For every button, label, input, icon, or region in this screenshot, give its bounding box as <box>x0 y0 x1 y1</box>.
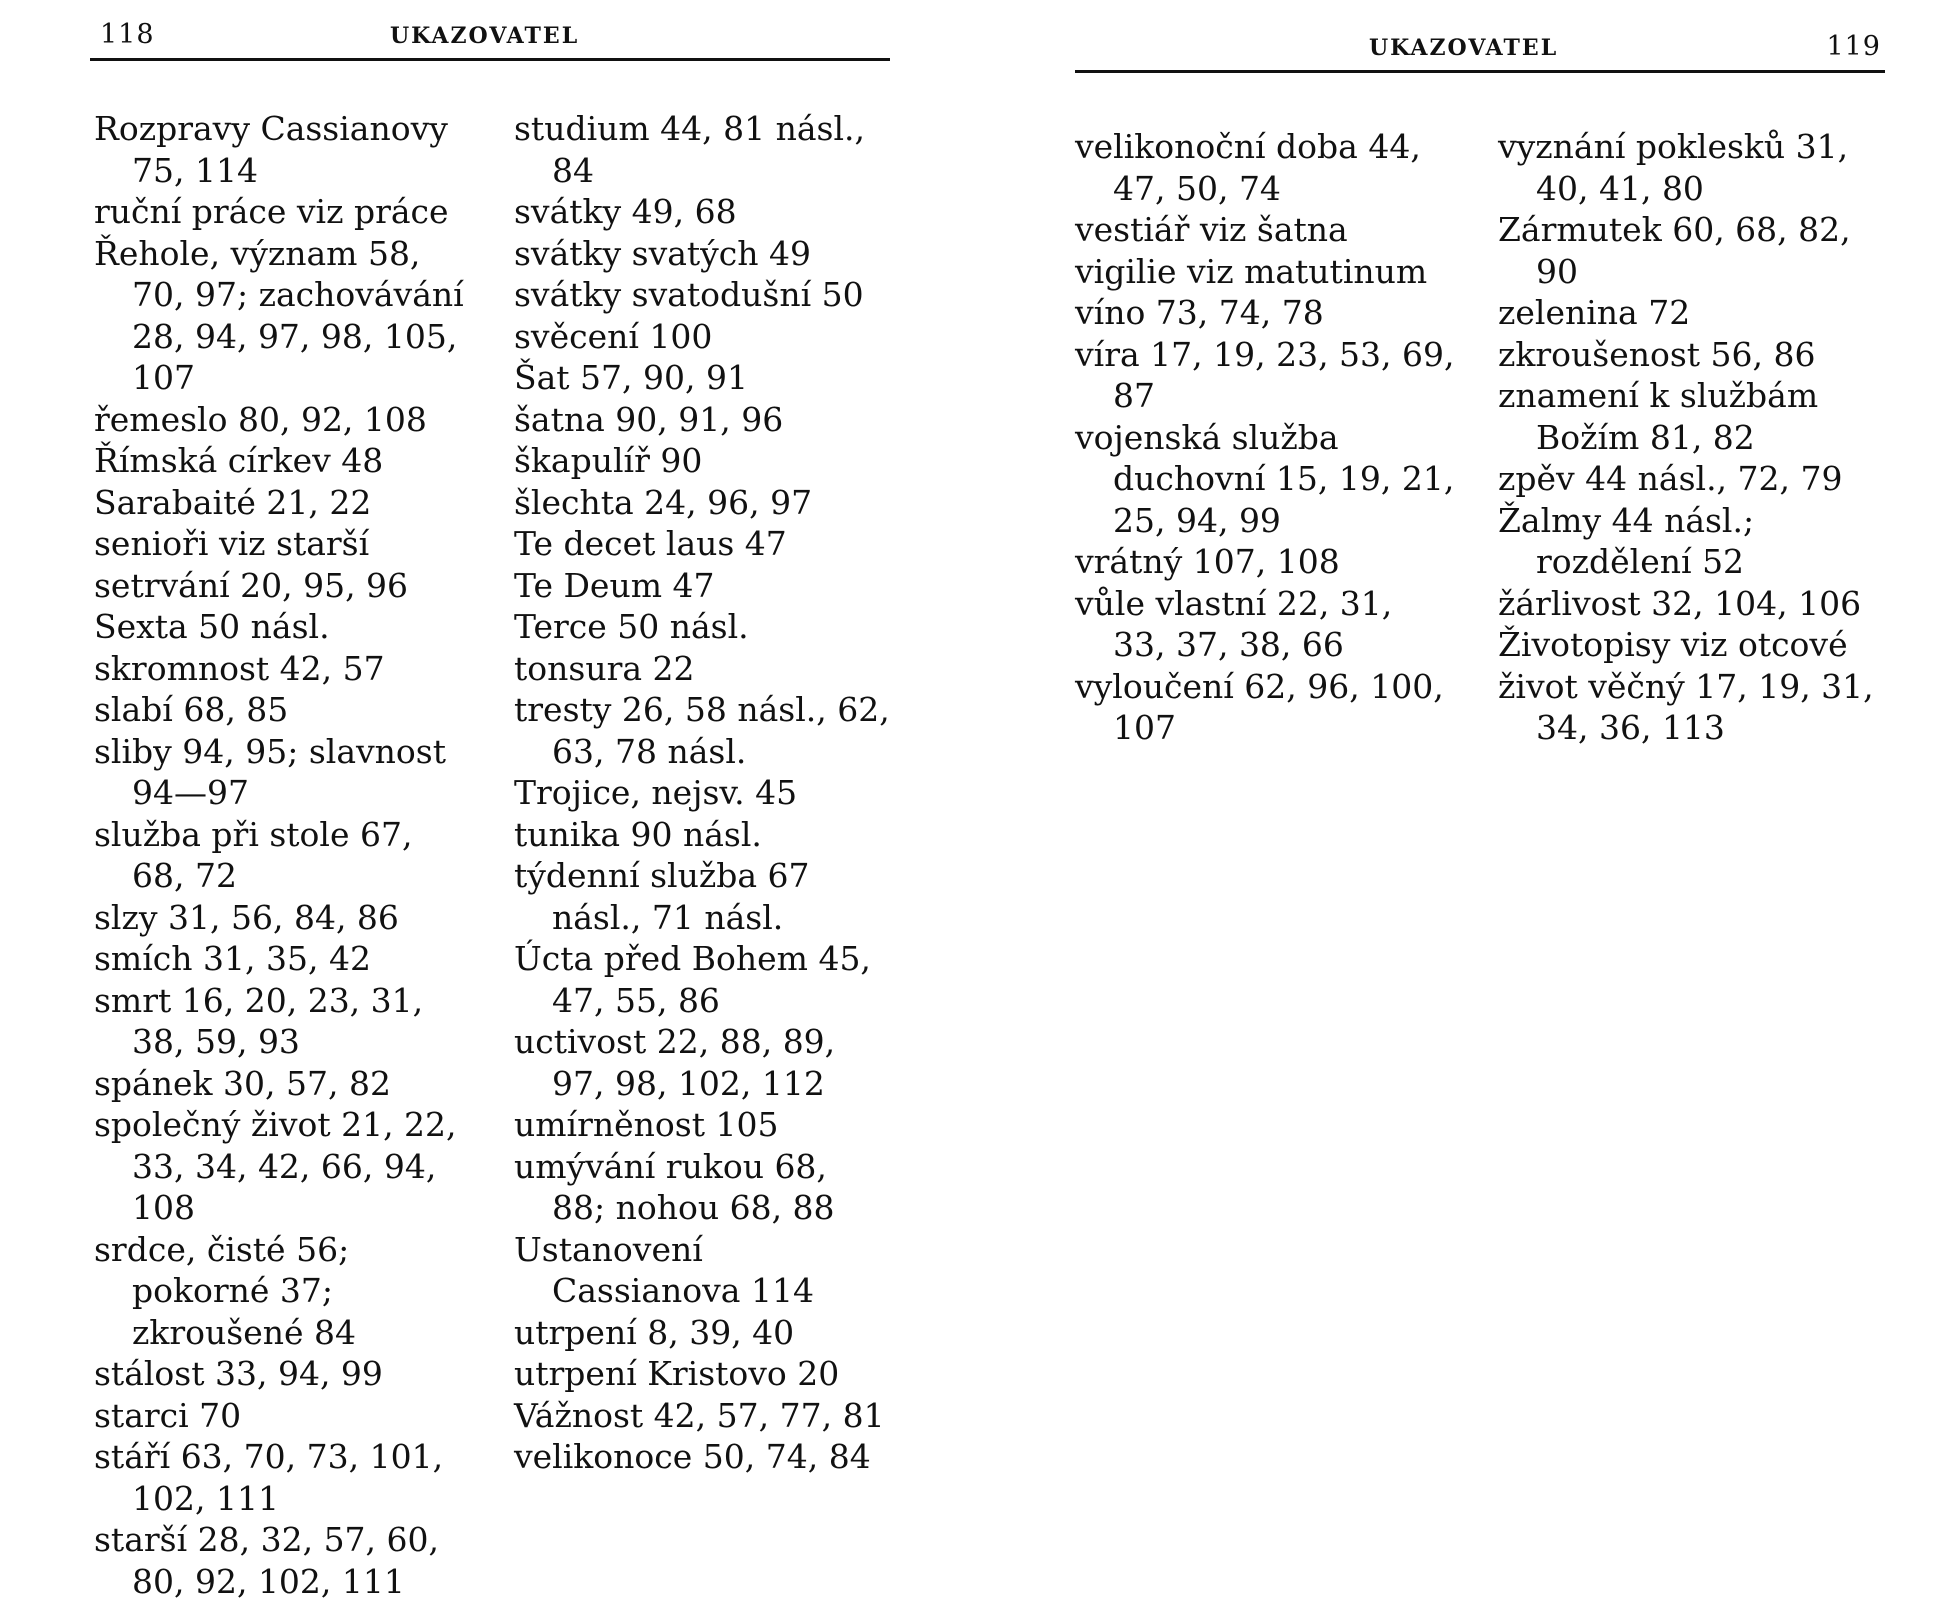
index-entry: smrt 16, 20, 23, 31, 38, 59, 93 <box>94 980 424 1061</box>
index-entry: zkroušenost 56, 86 <box>1498 334 1816 374</box>
index-entry: srdce, čisté 56; pokorné 37; zkroušené 84 <box>94 1229 357 1352</box>
page-header <box>1075 18 1885 73</box>
index-entry: slzy 31, 56, 84, 86 <box>94 897 399 937</box>
index-entry: Trojice, nejsv. 45 <box>514 773 798 812</box>
index-entry: život věčný 17, 19, 31, 34, 36, 113 <box>1498 666 1874 747</box>
index-entry: skromnost 42, 57 <box>94 648 385 688</box>
index-entry: vyznání poklesků 31, 40, 41, 80 <box>1498 127 1849 208</box>
index-column <box>514 108 890 1478</box>
index-entry: smích 31, 35, 42 <box>94 939 371 978</box>
index-entry: tunika 90 násl. <box>514 814 762 854</box>
page-number: 119 <box>1826 31 1881 62</box>
index-entry: vigilie viz matutinum <box>1075 251 1428 291</box>
index-entry: šlechta 24, 96, 97 <box>514 482 813 522</box>
index-entry: vestiář viz šatna <box>1075 210 1348 249</box>
index-entry: svěcení 100 <box>514 316 713 356</box>
index-entry: Řehole, význam 58, 70, 97; zachovávání 28, 94, 97, 98, 105, 107 <box>94 233 464 397</box>
index-entry: umírněnost 105 <box>514 1105 779 1144</box>
index-entry: vůle vlastní 22, 31, 33, 37, 38, 66 <box>1075 583 1393 664</box>
index-entry: zelenina 72 <box>1498 293 1691 332</box>
index-entry: vyloučení 62, 96, 100, 107 <box>1075 666 1444 747</box>
index-entry: Rozpravy Cassianovy 75, 114 <box>94 109 448 190</box>
left-page <box>90 0 890 1601</box>
index-entry: Te Deum 47 <box>514 565 715 605</box>
index-entry: stálost 33, 94, 99 <box>94 1354 383 1393</box>
index-entry: řemeslo 80, 92, 108 <box>94 399 427 439</box>
index-entry: Te decet laus 47 <box>514 524 787 563</box>
index-entry: tonsura 22 <box>514 648 695 688</box>
index-entry: Šat 57, 90, 91 <box>514 358 748 397</box>
index-entry: Římská církev 48 <box>94 441 384 480</box>
index-entry: Sarabaité 21, 22 <box>94 482 372 522</box>
index-entry: Úcta před Bohem 45, 47, 55, 86 <box>514 939 871 1020</box>
index-entry: víno 73, 74, 78 <box>1075 293 1324 332</box>
index-entry: utrpení 8, 39, 40 <box>514 1312 795 1352</box>
index-entry: svátky svatých 49 <box>514 233 812 273</box>
index-column <box>94 108 470 1602</box>
page-number: 118 <box>100 19 155 50</box>
index-entry: Vážnost 42, 57, 77, 81 <box>514 1395 885 1435</box>
index-entry: uctivost 22, 88, 89, 97, 98, 102, 112 <box>514 1022 836 1103</box>
index-entry: spánek 30, 57, 82 <box>94 1063 391 1103</box>
index-entry: vojenská služba duchovní 15, 19, 21, 25, 94, 99 <box>1075 417 1455 540</box>
index-entry: zpěv 44 násl., 72, 79 <box>1498 459 1843 498</box>
index-entry: senioři viz starší <box>94 524 370 563</box>
index-entry: starší 28, 32, 57, 60, 80, 92, 102, 111 <box>94 1520 440 1601</box>
index-entry: služba při stole 67, 68, 72 <box>94 814 413 895</box>
index-entry: utrpení Kristovo 20 <box>514 1354 840 1393</box>
index-entry: Žalmy 44 násl.; rozdělení 52 <box>1498 500 1755 581</box>
index-entry: velikonoční doba 44, 47, 50, 74 <box>1075 127 1421 208</box>
index-entry: žárlivost 32, 104, 106 <box>1498 583 1862 623</box>
index-entry: vrátný 107, 108 <box>1075 542 1340 581</box>
index-entry: svátky svatodušní 50 <box>514 275 864 314</box>
index-entry: sliby 94, 95; slavnost 94—97 <box>94 731 446 812</box>
index-entry: šatna 90, 91, 96 <box>514 399 784 439</box>
running-title: UKAZOVATEL <box>1369 35 1559 61</box>
index-entry: tresty 26, 58 násl., 62, 63, 78 násl. <box>514 690 890 771</box>
index-entry: Životopisy viz otcové <box>1498 625 1848 664</box>
index-entry: ruční práce viz práce <box>94 192 449 231</box>
index-entry: škapulíř 90 <box>514 441 703 480</box>
index-entry: společný život 21, 22, 33, 34, 42, 66, 94, 108 <box>94 1105 457 1227</box>
index-entry: týdenní služba 67 násl., 71 násl. <box>514 856 810 937</box>
index-entry: Terce 50 násl. <box>514 607 749 646</box>
index-entry: starci 70 <box>94 1395 242 1435</box>
index-entry: velikonoce 50, 74, 84 <box>514 1437 871 1476</box>
index-entry: svátky 49, 68 <box>514 192 737 231</box>
index-column <box>1075 126 1455 749</box>
index-entry: studium 44, 81 násl., 84 <box>514 109 866 190</box>
index-entry: slabí 68, 85 <box>94 690 289 729</box>
right-page <box>1075 0 1885 1500</box>
page-header <box>90 6 890 61</box>
index-entry: setrvání 20, 95, 96 <box>94 565 409 605</box>
index-entry: stáří 63, 70, 73, 101, 102, 111 <box>94 1437 444 1518</box>
index-entry: Ustanovení Cassianova 114 <box>514 1229 814 1310</box>
index-entry: Sexta 50 násl. <box>94 607 330 646</box>
index-entry: znamení k službám Božím 81, 82 <box>1498 376 1819 457</box>
index-column <box>1498 126 1893 749</box>
index-entry: Zármutek 60, 68, 82, 90 <box>1498 210 1851 291</box>
running-title: UKAZOVATEL <box>390 23 580 49</box>
index-entry: umývání rukou 68, 88; nohou 68, 88 <box>514 1146 835 1227</box>
index-entry: víra 17, 19, 23, 53, 69, 87 <box>1075 334 1455 415</box>
